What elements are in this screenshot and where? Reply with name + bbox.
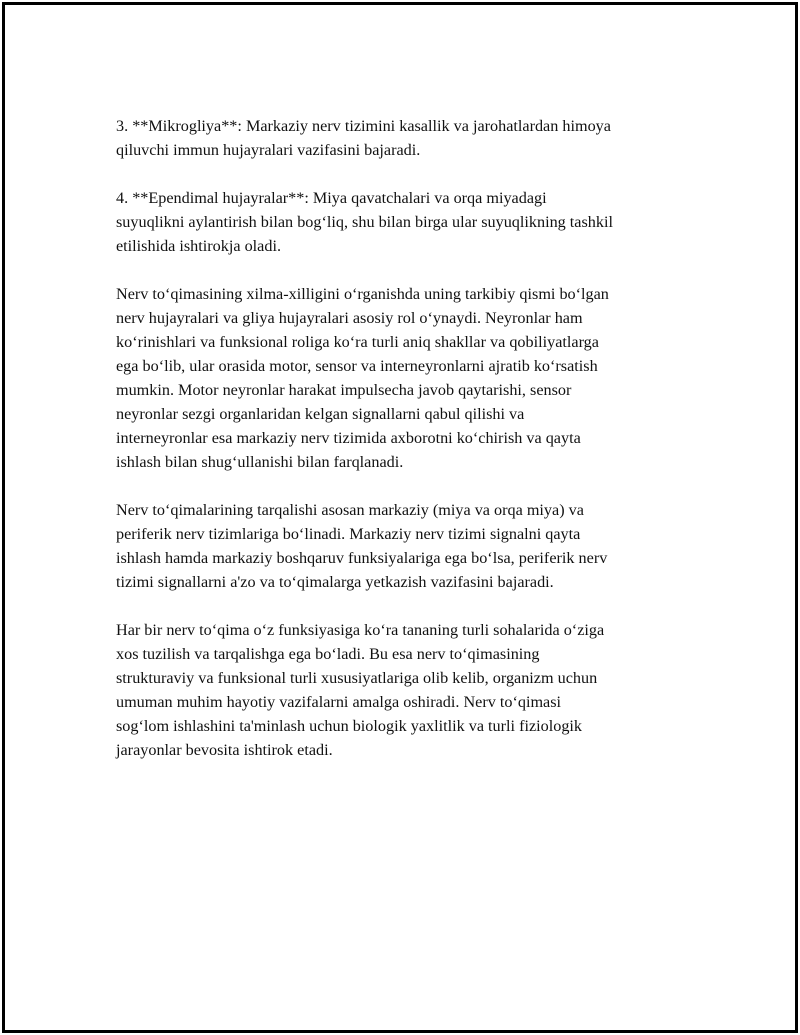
text-line: umuman muhim hayotiy vazifalarni amalga oshiradi. Nerv to‘qimasi: [116, 693, 562, 711]
text-line: ko‘rinishlari va funksional roliga ko‘ra turli aniq shakllar va qobiliyatlarga: [116, 333, 599, 351]
text-line: periferik nerv tizimlariga bo‘linadi. Markaziy nerv tizimi signalni qayta: [116, 525, 581, 543]
text-line: Nerv to‘qimalarining tarqalishi asosan markaziy (miya va orqa miya) va: [116, 501, 584, 519]
text-line: strukturaviy va funksional turli xususiyatlariga olib kelib, organizm uchun: [116, 669, 598, 687]
paragraph-function: [116, 618, 690, 762]
text-line: interneyronlar esa markaziy nerv tizimida axborotni ko‘chirish va qayta: [116, 429, 581, 447]
text-line: xos tuzilish va tarqalishga ega bo‘ladi. Bu esa nerv to‘qimasining: [116, 645, 540, 663]
text-line: neyronlar sezgi organlaridan kelgan signallarni qabul qilishi va: [116, 405, 525, 423]
text-line: Nerv to‘qimasining xilma-xilligini o‘rganishda uning tarkibiy qismi bo‘lgan: [116, 285, 609, 303]
document-body: [116, 114, 690, 786]
text-line: 3. **Mikrogliya**: Markaziy nerv tizimini kasallik va jarohatlardan himoya: [116, 117, 611, 135]
text-line: ishlash bilan shug‘ullanishi bilan farqlanadi.: [116, 453, 404, 471]
text-line: ishlash hamda markaziy boshqaruv funksiyalariga ega bo‘lsa, periferik nerv: [116, 549, 608, 567]
text-line: Har bir nerv to‘qima o‘z funksiyasiga ko‘ra tananing turli sohalarida o‘ziga: [116, 621, 605, 639]
text-line: tizimi signallarni a'zo va to‘qimalarga yetkazish vazifasini bajaradi.: [116, 573, 554, 591]
text-line: ega bo‘lib, ular orasida motor, sensor va interneyronlarni ajratib ko‘rsatish: [116, 357, 598, 375]
text-line: suyuqlikni aylantirish bilan bog‘liq, shu bilan birga ular suyuqlikning tashkil: [116, 213, 613, 231]
text-line: nerv hujayralari va gliya hujayralari asosiy rol o‘ynaydi. Neyronlar ham: [116, 309, 583, 327]
paragraph-distribution: [116, 498, 690, 594]
paragraph-mikrogliya: [116, 114, 690, 162]
text-line: etilishida ishtirokja oladi.: [116, 237, 281, 255]
paragraph-diversity: [116, 282, 690, 474]
text-line: sog‘lom ishlashini ta'minlash uchun biologik yaxlitlik va turli fiziologik: [116, 717, 583, 735]
paragraph-ependimal: [116, 186, 690, 258]
text-line: mumkin. Motor neyronlar harakat impulsecha javob qaytarishi, sensor: [116, 381, 572, 399]
text-line: 4. **Ependimal hujayralar**: Miya qavatchalari va orqa miyadagi: [116, 189, 547, 207]
text-line: qiluvchi immun hujayralari vazifasini bajaradi.: [116, 141, 421, 159]
text-line: jarayonlar bevosita ishtirok etadi.: [116, 741, 333, 759]
